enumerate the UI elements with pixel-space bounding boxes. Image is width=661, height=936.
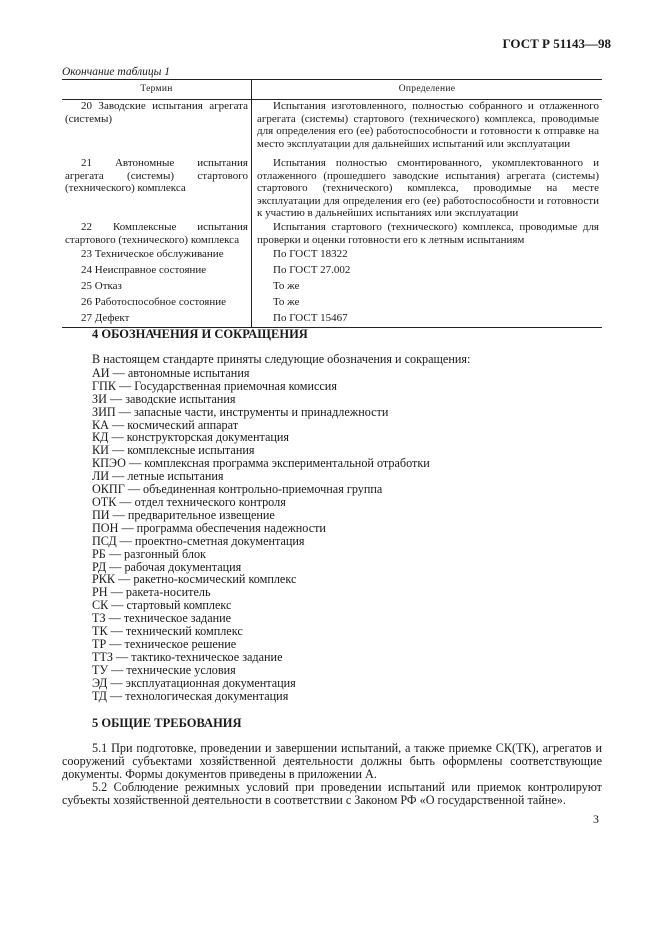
list-item: ТР — техническое решение (92, 636, 237, 651)
list-item: ТД — технологическая документация (92, 688, 289, 703)
table-header-row (62, 80, 602, 100)
table-row (62, 155, 602, 221)
list-item: ЗИ — заводские испытания (92, 391, 236, 406)
list-item: РБ — разгонный блок (92, 546, 206, 561)
table-caption: Окончание таблицы 1 (62, 66, 170, 78)
list-item: КПЭО — комплексная программа экспериментальной отработки (92, 456, 430, 471)
list-item: РД — рабочая документация (92, 559, 242, 574)
definition-cell: Испытания изготовленного, полностью собранного и отлаженного агрегата (системы) стартового (технического) комплекса, проводимые для определения его (ее) работоспособности и готовности к отправке на место эксплуатации для дальнейших испытаний или эксплуатации (257, 100, 599, 150)
list-item: КИ — комплексные испытания (92, 443, 255, 458)
definition-cell: По ГОСТ 27.002 (273, 263, 351, 276)
definition-cell: Испытания полностью смонтированного, укомплектованного и отлаженного (прошедшего заводские испытания) агрегата (системы) стартового (технического) комплекса, проводимые на месте эксплуатации для определения его (ее) работоспособности и готовности к участию в дальнейших испытаниях или эксплуатации (257, 157, 599, 220)
list-item: ТТЗ — тактико-техническое задание (92, 649, 283, 664)
list-item: ЭД — эксплуатационная документация (92, 675, 296, 690)
list-item: АИ — автономные испытания (92, 365, 250, 380)
term-cell: 21 Автономные испытания агрегата (системы) стартового (технического) комплекса (62, 155, 252, 221)
term-cell: 20 Заводские испытания агрегата (системы) (62, 100, 252, 156)
list-item: ПИ — предварительное извещение (92, 507, 275, 522)
list-item: ПСД — проектно-сметная документация (92, 533, 305, 548)
list-item: КА — космический аппарат (92, 417, 239, 432)
list-item: ГПК — Государственная приемочная комиссия (92, 378, 337, 393)
page-number: 3 (593, 812, 599, 826)
column-header-term: Термин (62, 80, 252, 100)
paragraph-5-2: 5.2 Соблюдение режимных условий при проведении испытаний или приемок контролируют субъекты хозяйственной деятельности в соответствии с Законом РФ «О государственной тайне». (62, 780, 602, 807)
list-item: ТЗ — техническое задание (92, 611, 232, 626)
list-item: ПОН — программа обеспечения надежности (92, 520, 326, 535)
definition-cell: То же (273, 295, 300, 308)
table-row (62, 248, 602, 264)
table-row (62, 264, 602, 280)
term-cell: 24 Неисправное состояние (62, 264, 252, 280)
table-row (62, 280, 602, 296)
term-cell: 25 Отказ (62, 280, 252, 296)
list-item: СК — стартовый комплекс (92, 598, 232, 613)
term-cell: 26 Работоспособное состояние (62, 296, 252, 312)
abbreviations-list (92, 353, 470, 702)
section-5-title: 5 ОБЩИЕ ТРЕБОВАНИЯ (92, 716, 242, 730)
list-item: ТК — технический комплекс (92, 624, 243, 639)
table-row (62, 221, 602, 248)
list-item: ЗИП — запасные части, инструменты и принадлежности (92, 404, 389, 419)
list-item: ТУ — технические условия (92, 662, 236, 677)
standard-header: ГОСТ Р 51143—98 (502, 36, 611, 51)
list-item: ОТК — отдел технического контроля (92, 494, 286, 509)
section-4-title: 4 ОБОЗНАЧЕНИЯ И СОКРАЩЕНИЯ (92, 327, 308, 341)
paragraph-5-1: 5.1 При подготовке, проведении и завершении испытаний, а также приемке СК(ТК), агрегатов и сооружений субъектами хозяйственной деятельности должны быть оформлены соответствующие документы. Формы документов приведены в приложении А. (62, 741, 602, 781)
list-item: РН — ракета-носитель (92, 585, 211, 600)
definition-cell: Испытания стартового (технического) комплекса, проводимые для проверки и оценки готовности его к летным испытаниям (257, 220, 599, 246)
definition-cell: По ГОСТ 15467 (252, 312, 603, 328)
definition-cell: То же (273, 279, 300, 292)
terms-table (62, 79, 602, 328)
list-item: ОКПГ — объединенная контрольно-приемочная группа (92, 482, 383, 497)
table-row (62, 100, 602, 156)
list-item: ЛИ — летные испытания (92, 469, 224, 484)
list-item: РКК — ракетно-космический комплекс (92, 572, 297, 587)
abbreviations-intro: В настоящем стандарте приняты следующие обозначения и сокращения: (92, 352, 471, 366)
term-cell: 22 Комплексные испытания стартового (технического) комплекса (62, 221, 252, 248)
term-cell: 23 Техническое обслуживание (62, 248, 252, 264)
list-item: КД — конструкторская документация (92, 430, 290, 445)
term-cell: 27 Дефект (62, 312, 252, 328)
column-header-definition: Определение (252, 80, 603, 100)
table-row (62, 312, 602, 328)
definition-cell: По ГОСТ 18322 (273, 247, 348, 260)
table-row (62, 296, 602, 312)
